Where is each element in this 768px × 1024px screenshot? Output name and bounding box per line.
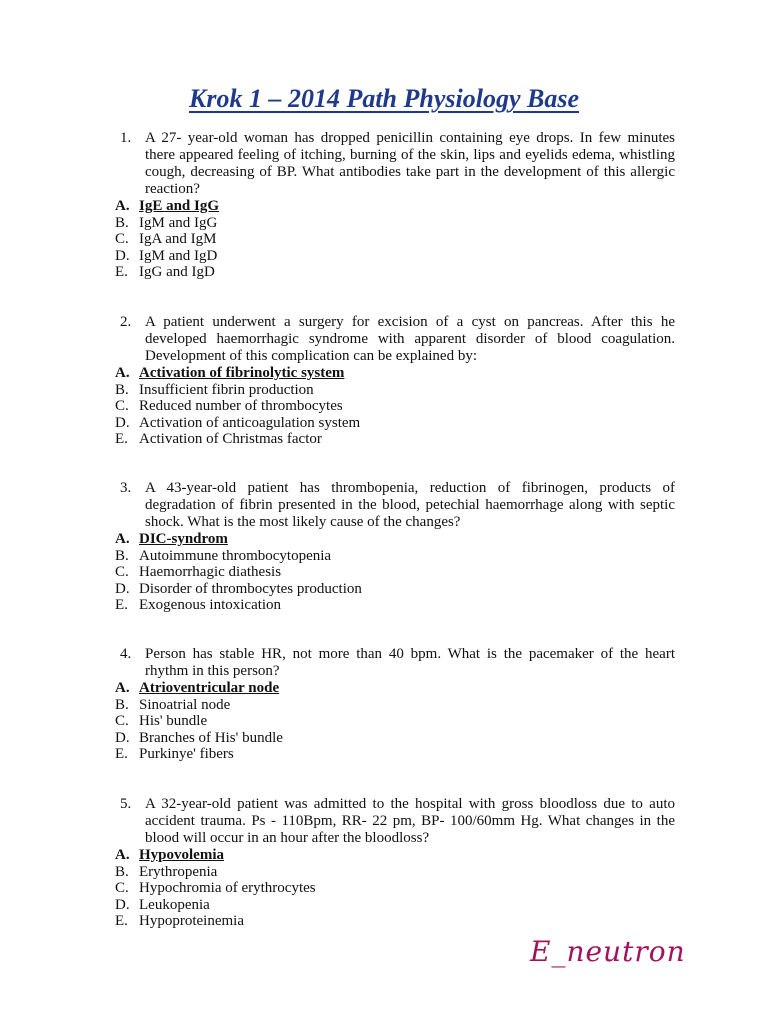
option-c: C. Haemorrhagic diathesis: [115, 564, 282, 581]
question-1: [115, 130, 675, 281]
option-c: C. IgA and IgM: [115, 231, 217, 248]
option-d: D. Disorder of thrombocytes production: [115, 580, 362, 597]
question-number: 1.: [120, 130, 132, 146]
question-text: A 27- year-old woman has dropped penicillin containing eye drops. In few minutes there appeared feeling of itching, burning of the skin, lips and eyelids edema, whistling cough, decreasing of BP. What antibodies take part in the development of this allergic reaction?: [145, 130, 675, 197]
page-title: Krok 1 – 2014 Path Physiology Base: [188, 84, 579, 113]
question-text: A 32-year-old patient was admitted to the hospital with gross bloodloss due to auto accident trauma. Ps - 110Bpm, RR- 22 pm, BP- 100/60mm Hg. What changes in the blood will occur in an hour after the bloodloss?: [145, 796, 675, 846]
question-text: Person has stable HR, not more than 40 bpm. What is the pacemaker of the heart rhythm in this person?: [145, 646, 675, 679]
question-3: [115, 480, 675, 614]
option-a-correct: A. Activation of fibrinolytic system: [115, 365, 345, 381]
option-e: E. IgG and IgD: [115, 264, 215, 281]
option-a-correct: A. Hypovolemia: [115, 847, 224, 863]
option-e: E. Hypoproteinemia: [115, 913, 244, 930]
question-number: 2.: [120, 314, 132, 330]
option-d: D. Branches of His' bundle: [115, 729, 283, 746]
author-signature: E_neutron: [530, 935, 686, 968]
option-e: E. Exogenous intoxication: [115, 597, 282, 614]
option-b: B. Autoimmune thrombocytopenia: [115, 547, 332, 564]
option-e: E. Activation of Christmas factor: [115, 431, 322, 448]
question-text: A patient underwent a surgery for excision of a cyst on pancreas. After this he developed haemorrhagic syndrome with apparent disorder of blood coagulation. Development of this complication can be explained by:: [145, 314, 675, 364]
question-text: A 43-year-old patient has thrombopenia, reduction of fibrinogen, products of degradation of fibrin presented in the blood, petechial haemorrhage along with septic shock. What is the most likely cause of the changes?: [145, 480, 675, 530]
question-number: 5.: [120, 796, 132, 812]
question-number: 4.: [120, 646, 132, 662]
question-2: [115, 314, 675, 448]
question-5: [115, 796, 675, 930]
option-d: D. IgM and IgD: [115, 247, 218, 264]
option-b: B. Erythropenia: [115, 863, 218, 880]
question-stem: [115, 480, 675, 531]
option-d: D. Activation of anticoagulation system: [115, 414, 361, 431]
option-a-correct: A. Atrioventricular node: [115, 680, 280, 696]
option-b: B. IgM and IgG: [115, 214, 218, 231]
question-stem: [115, 796, 675, 847]
question-number: 3.: [120, 480, 132, 496]
option-b: B. Insufficient fibrin production: [115, 381, 314, 398]
option-c: C. Hypochromia of erythrocytes: [115, 880, 316, 897]
question-stem: [115, 314, 675, 365]
question-stem: [115, 130, 675, 198]
option-e: E. Purkinye' fibers: [115, 746, 234, 763]
question-4: [115, 646, 675, 763]
option-c: C. Reduced number of thrombocytes: [115, 398, 343, 415]
option-a-correct: A. IgE and IgG: [115, 198, 220, 214]
option-d: D. Leukopenia: [115, 896, 210, 913]
option-c: C. His' bundle: [115, 713, 208, 730]
question-stem: [115, 646, 675, 680]
option-a-correct: A. DIC-syndrom: [115, 531, 228, 547]
option-b: B. Sinoatrial node: [115, 696, 231, 713]
